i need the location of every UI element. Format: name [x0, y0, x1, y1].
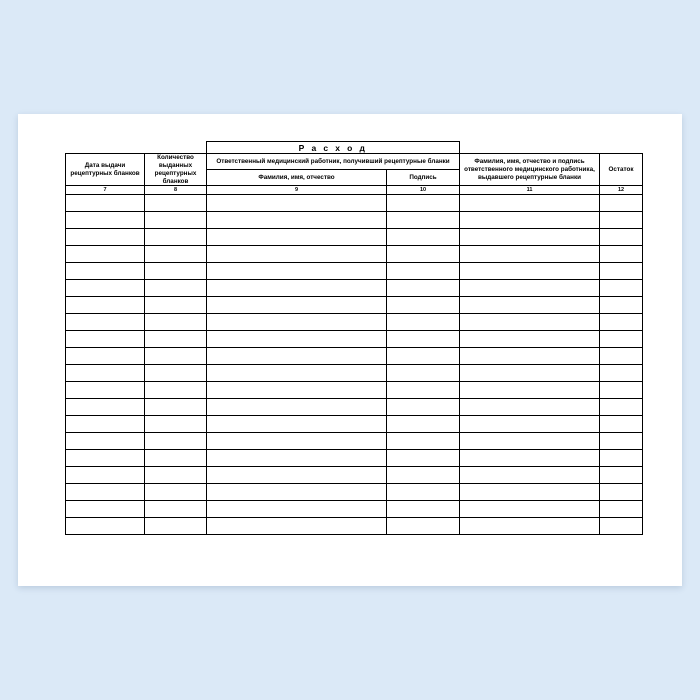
table-row[interactable] [66, 263, 643, 280]
column-number-12: 12 [600, 186, 643, 195]
table-cell[interactable] [207, 450, 387, 467]
table-cell[interactable] [207, 382, 387, 399]
table-cell[interactable] [387, 280, 460, 297]
column-header-issuer: Фамилия, имя, отчество и подпись ответственного медицинского работника, выдавшего рецептурные бланки [460, 154, 600, 186]
table-cell[interactable] [387, 348, 460, 365]
table-cell[interactable] [145, 246, 207, 263]
table-cell[interactable] [207, 263, 387, 280]
table-row[interactable] [66, 229, 643, 246]
table-cell[interactable] [600, 382, 643, 399]
table-cell[interactable] [66, 416, 145, 433]
table-cell[interactable] [66, 263, 145, 280]
table-cell[interactable] [145, 399, 207, 416]
table-cell[interactable] [387, 246, 460, 263]
table-cell[interactable] [460, 229, 600, 246]
table-cell[interactable] [145, 280, 207, 297]
table-cell[interactable] [66, 399, 145, 416]
table-cell[interactable] [207, 484, 387, 501]
table-cell[interactable] [600, 518, 643, 535]
table-cell[interactable] [145, 416, 207, 433]
table-cell[interactable] [460, 450, 600, 467]
table-cell[interactable] [600, 467, 643, 484]
table-cell[interactable] [600, 365, 643, 382]
table-cell[interactable] [387, 484, 460, 501]
table-cell[interactable] [66, 484, 145, 501]
table-cell[interactable] [387, 314, 460, 331]
table-cell[interactable] [460, 399, 600, 416]
table-row[interactable] [66, 416, 643, 433]
table-cell[interactable] [387, 297, 460, 314]
table-cell[interactable] [387, 365, 460, 382]
table-cell[interactable] [600, 263, 643, 280]
title-spacer-right [460, 142, 600, 154]
column-number-7: 7 [66, 186, 145, 195]
table-cell[interactable] [66, 195, 145, 212]
column-header-receiver-name: Фамилия, имя, отчество [207, 170, 387, 186]
table-cell[interactable] [600, 348, 643, 365]
table-cell[interactable] [207, 246, 387, 263]
table-cell[interactable] [600, 212, 643, 229]
table-cell[interactable] [460, 348, 600, 365]
table-cell[interactable] [145, 467, 207, 484]
table-cell[interactable] [145, 518, 207, 535]
column-number-10: 10 [387, 186, 460, 195]
table-cell[interactable] [66, 229, 145, 246]
table-cell[interactable] [66, 382, 145, 399]
table-row[interactable] [66, 467, 643, 484]
table-cell[interactable] [600, 433, 643, 450]
table-row[interactable] [66, 382, 643, 399]
table-cell[interactable] [66, 433, 145, 450]
table-cell[interactable] [207, 365, 387, 382]
table-cell[interactable] [387, 229, 460, 246]
table-cell[interactable] [460, 467, 600, 484]
table-cell[interactable] [145, 433, 207, 450]
table-cell[interactable] [460, 501, 600, 518]
title-spacer-right2 [600, 142, 643, 154]
table-cell[interactable] [600, 416, 643, 433]
document-page [18, 114, 682, 586]
table-cell[interactable] [460, 365, 600, 382]
table-cell[interactable] [66, 246, 145, 263]
column-header-issue-date: Дата выдачи рецептурных бланков [66, 154, 145, 186]
table-cell[interactable] [460, 416, 600, 433]
table-cell[interactable] [460, 246, 600, 263]
table-cell[interactable] [145, 297, 207, 314]
table-cell[interactable] [145, 331, 207, 348]
table-cell[interactable] [207, 467, 387, 484]
table-cell[interactable] [207, 314, 387, 331]
table-row[interactable] [66, 348, 643, 365]
table-cell[interactable] [145, 263, 207, 280]
table-cell[interactable] [387, 382, 460, 399]
column-header-remainder: Остаток [600, 154, 643, 186]
table-row[interactable] [66, 297, 643, 314]
table-cell[interactable] [66, 314, 145, 331]
table-cell[interactable] [207, 416, 387, 433]
ledger-body [66, 195, 643, 535]
title-spacer-left [66, 142, 145, 154]
table-cell[interactable] [600, 195, 643, 212]
table-cell[interactable] [460, 484, 600, 501]
title-spacer-left2 [145, 142, 207, 154]
table-cell[interactable] [460, 297, 600, 314]
table-cell[interactable] [387, 433, 460, 450]
table-cell[interactable] [460, 331, 600, 348]
table-cell[interactable] [66, 365, 145, 382]
table-cell[interactable] [207, 212, 387, 229]
table-cell[interactable] [600, 484, 643, 501]
table-row[interactable] [66, 212, 643, 229]
table-cell[interactable] [207, 229, 387, 246]
table-cell[interactable] [600, 399, 643, 416]
table-row[interactable] [66, 365, 643, 382]
table-cell[interactable] [66, 331, 145, 348]
table-cell[interactable] [145, 382, 207, 399]
table-cell[interactable] [600, 501, 643, 518]
column-number-8: 8 [145, 186, 207, 195]
table-cell[interactable] [145, 365, 207, 382]
table-cell[interactable] [66, 280, 145, 297]
table-cell[interactable] [460, 280, 600, 297]
table-cell[interactable] [207, 348, 387, 365]
table-cell[interactable] [66, 212, 145, 229]
table-cell[interactable] [66, 450, 145, 467]
table-cell[interactable] [387, 501, 460, 518]
column-number-row [66, 186, 643, 195]
table-cell[interactable] [387, 263, 460, 280]
table-row[interactable] [66, 433, 643, 450]
table-row[interactable] [66, 450, 643, 467]
table-cell[interactable] [600, 229, 643, 246]
table-cell[interactable] [66, 467, 145, 484]
table-cell[interactable] [66, 501, 145, 518]
table-cell[interactable] [207, 331, 387, 348]
table-row[interactable] [66, 246, 643, 263]
table-row[interactable] [66, 195, 643, 212]
table-cell[interactable] [600, 331, 643, 348]
table-cell[interactable] [387, 416, 460, 433]
table-cell[interactable] [387, 450, 460, 467]
table-cell[interactable] [600, 246, 643, 263]
table-cell[interactable] [145, 501, 207, 518]
table-cell[interactable] [145, 484, 207, 501]
column-number-9: 9 [207, 186, 387, 195]
table-cell[interactable] [460, 518, 600, 535]
table-cell[interactable] [600, 297, 643, 314]
table-cell[interactable] [207, 399, 387, 416]
table-cell[interactable] [460, 263, 600, 280]
table-cell[interactable] [207, 518, 387, 535]
table-cell[interactable] [387, 212, 460, 229]
table-cell[interactable] [460, 314, 600, 331]
table-cell[interactable] [207, 297, 387, 314]
table-row[interactable] [66, 518, 643, 535]
table-cell[interactable] [387, 195, 460, 212]
table-cell[interactable] [460, 212, 600, 229]
table-cell[interactable] [600, 280, 643, 297]
ledger-sheet [65, 141, 642, 559]
table-row[interactable] [66, 331, 643, 348]
column-header-issued-count: Количество выданных рецептурных бланков [145, 154, 207, 186]
table-cell[interactable] [207, 195, 387, 212]
column-header-signature: Подпись [387, 170, 460, 186]
table-cell[interactable] [387, 399, 460, 416]
column-number-11: 11 [460, 186, 600, 195]
table-cell[interactable] [66, 518, 145, 535]
table-cell[interactable] [145, 348, 207, 365]
table-cell[interactable] [145, 195, 207, 212]
title-row [66, 142, 643, 154]
table-cell[interactable] [66, 297, 145, 314]
table-cell[interactable] [207, 501, 387, 518]
table-cell[interactable] [600, 314, 643, 331]
table-cell[interactable] [387, 331, 460, 348]
table-cell[interactable] [387, 518, 460, 535]
ledger-table [65, 141, 643, 535]
table-cell[interactable] [145, 212, 207, 229]
table-cell[interactable] [145, 314, 207, 331]
table-cell[interactable] [387, 467, 460, 484]
table-cell[interactable] [145, 229, 207, 246]
column-header-group-receiver: Ответственный медицинский работник, получивший рецептурные бланки [207, 154, 460, 170]
table-cell[interactable] [66, 348, 145, 365]
table-cell[interactable] [207, 280, 387, 297]
table-cell[interactable] [145, 450, 207, 467]
table-row[interactable] [66, 314, 643, 331]
table-cell[interactable] [207, 433, 387, 450]
section-title [207, 142, 460, 154]
table-row[interactable] [66, 399, 643, 416]
table-cell[interactable] [460, 195, 600, 212]
table-row[interactable] [66, 501, 643, 518]
table-row[interactable] [66, 280, 643, 297]
table-cell[interactable] [600, 450, 643, 467]
table-row[interactable] [66, 484, 643, 501]
table-cell[interactable] [460, 382, 600, 399]
header-row-main [66, 154, 643, 170]
section-title-text: Р а с х о д [298, 142, 368, 153]
table-cell[interactable] [460, 433, 600, 450]
